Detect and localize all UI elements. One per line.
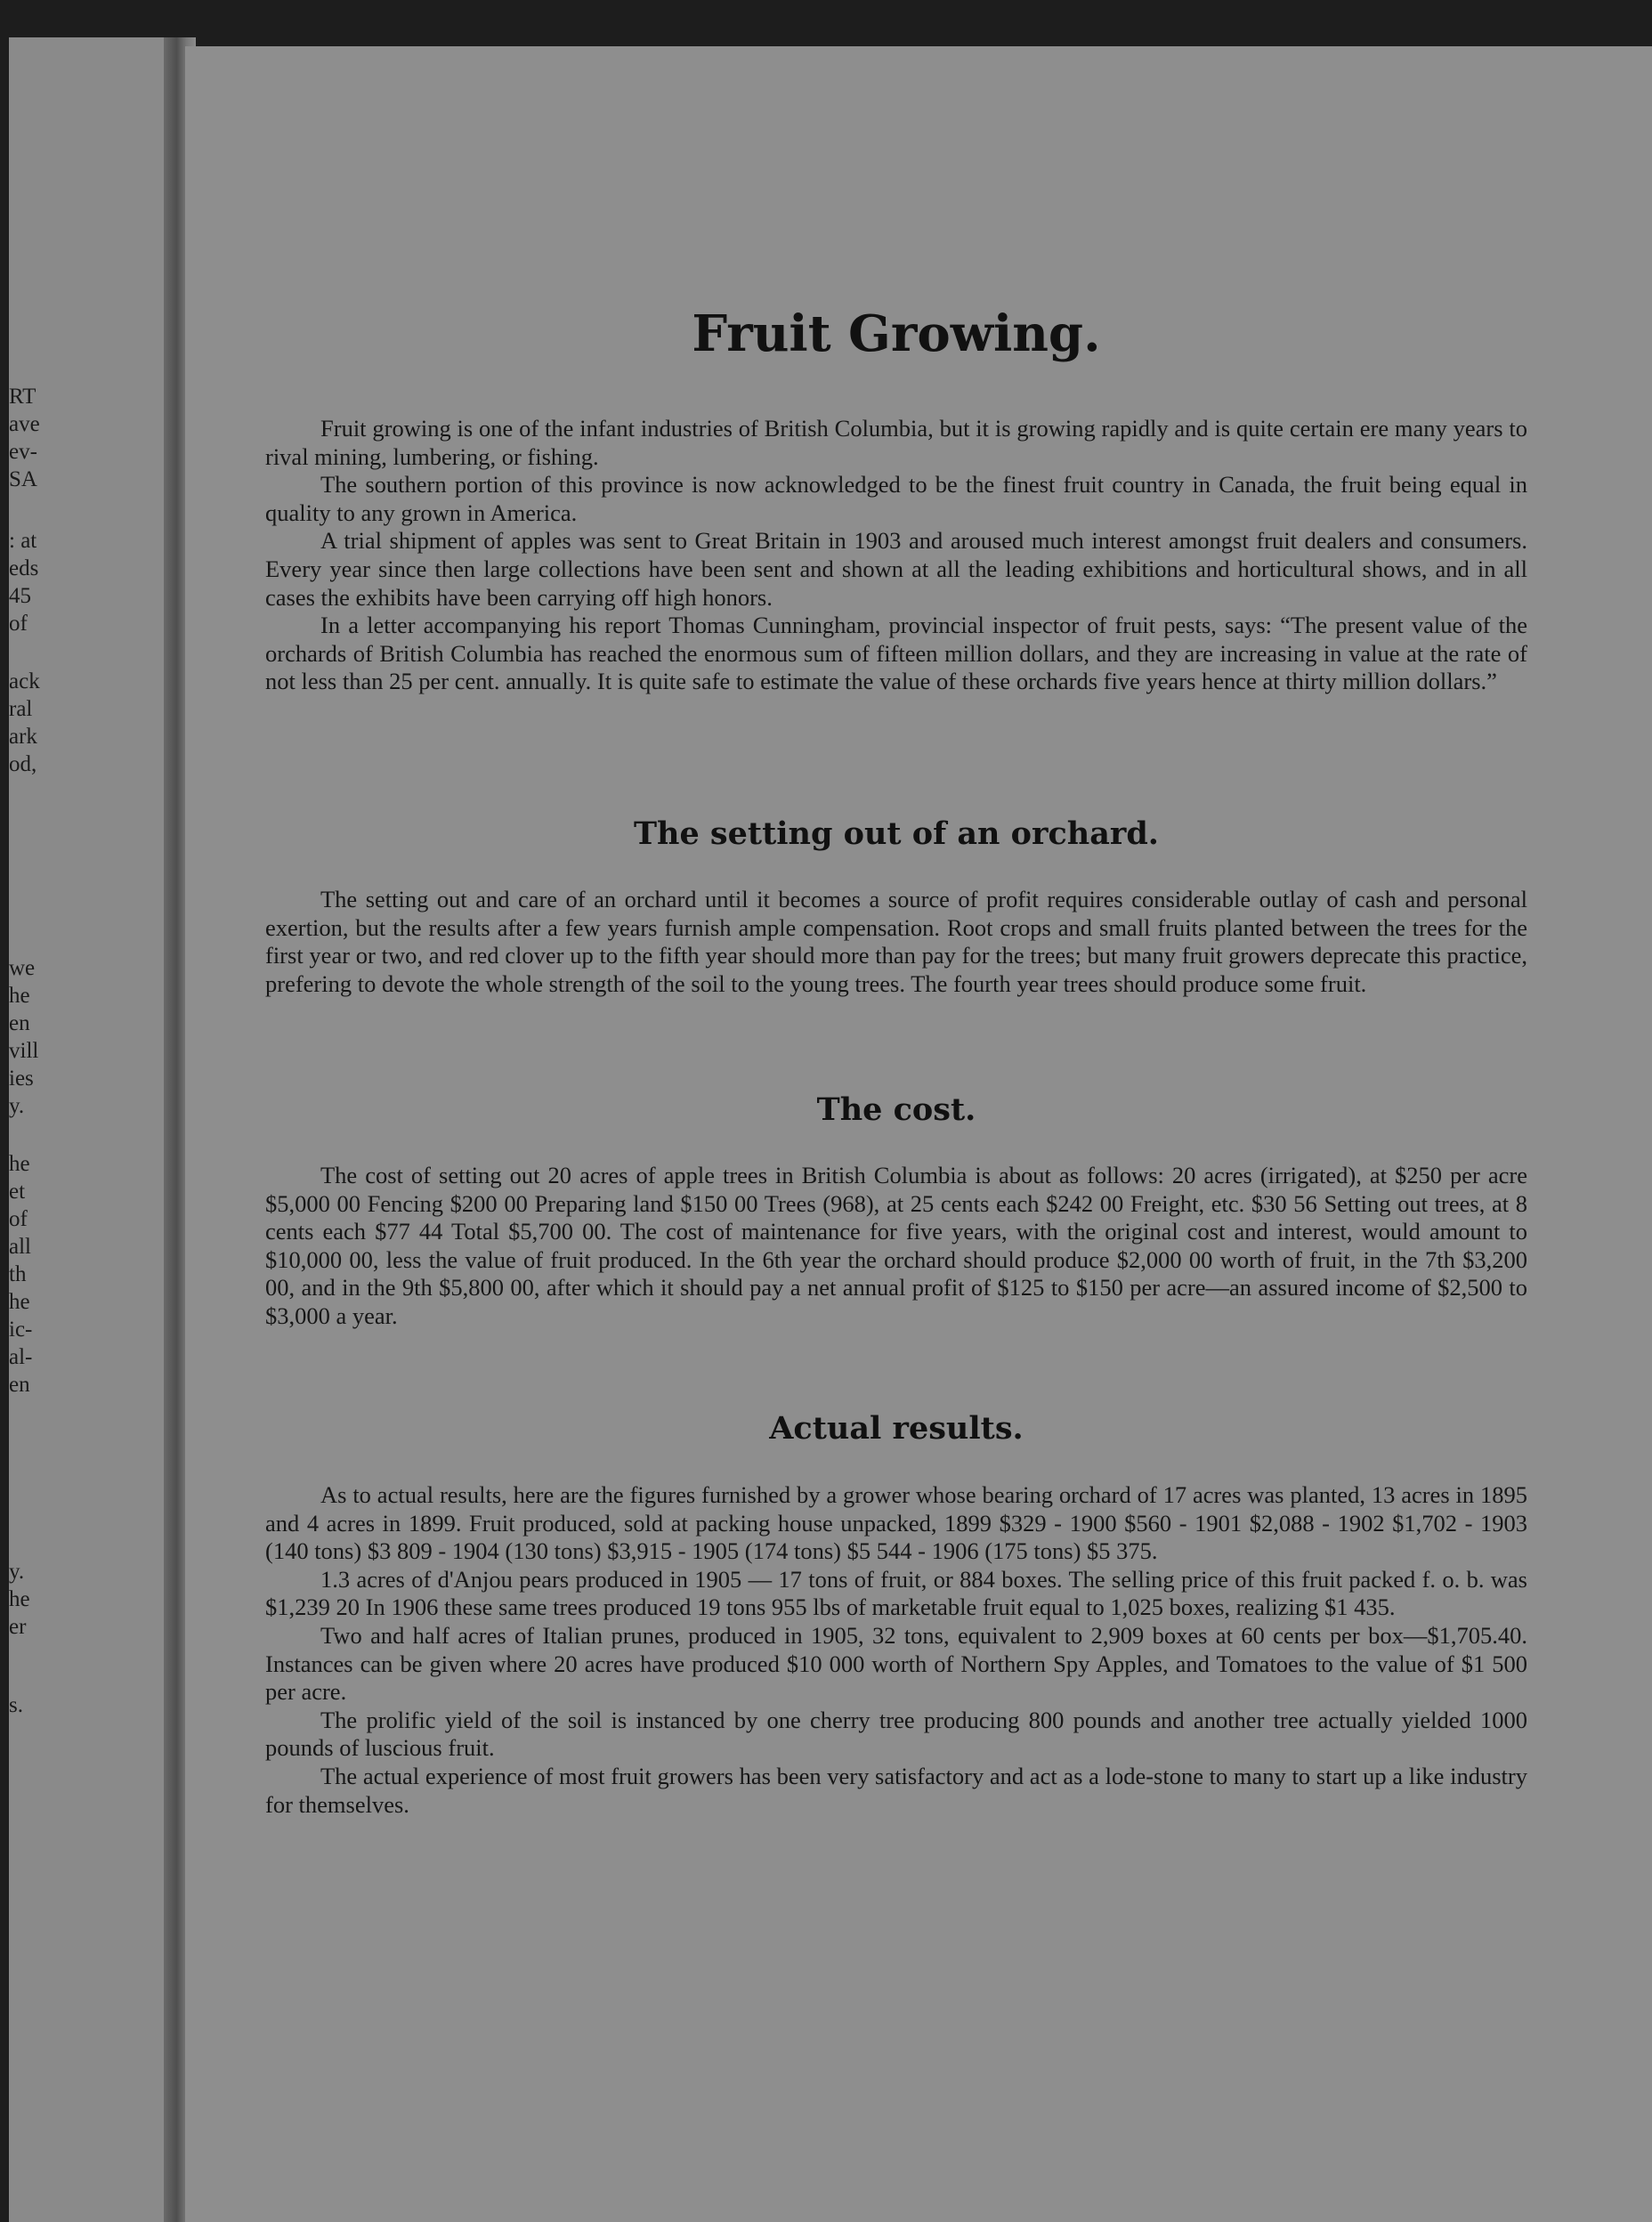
left-page-fragment: s. (9, 1693, 23, 1717)
paragraph: Fruit growing is one of the infant industries of British Columbia, but it is growing rapidly and is quite certain ere many years to rival mining, lumbering, or fishing. (265, 415, 1527, 470)
paragraph: The actual experience of most fruit growers has been very satisfactory and act as a lode-stone to many to start up a like industry for themselves. (265, 1762, 1527, 1818)
paragraph: 1.3 acres of d'Anjou pears produced in 1905 — 17 tons of fruit, or 884 boxes. The selling price of this fruit packed f. o. b. was $1,239 20 In 1906 these same trees produced 19 tons 955 lbs of marketable fruit equal to 1,025 boxes, realizing $1 435. (265, 1565, 1527, 1621)
paragraph: A trial shipment of apples was sent to Great Britain in 1903 and aroused much interest amongst fruit dealers and consumers. Every year since then large collections have been sent and shown at all the leading exhibitions and horticultural shows, and in all cases the exhibits have been carrying off high honors. (265, 527, 1527, 611)
section-heading-orchard: The setting out of an orchard. (633, 815, 1159, 852)
left-page-fragment: we he en vill ies y. (9, 956, 39, 1118)
paragraph: The prolific yield of the soil is instanced by one cherry tree producing 800 pounds and another tree actually yielded 1000 pounds of luscious fruit. (265, 1706, 1527, 1762)
left-page-fragment: he et of all th he ic- al- en (9, 1152, 33, 1397)
left-page-fragment: ack ral ark od, (9, 669, 40, 776)
intro-section (265, 415, 1527, 696)
cost-section (265, 1162, 1527, 1331)
paragraph: As to actual results, here are the figures furnished by a grower whose bearing orchard of 17 acres was planted, 13 acres in 1895 and 4 acres in 1899. Fruit produced, sold at packing house unpacked, 1899 $329 - 1900 $560 - 1901 $2,088 - 1902 $1,702 - 1903 (140 tons) $3 809 - 1904 (130 tons) $3,915 - 1905 (174 tons) $5 544 - 1906 (175 tons) $5 375. (265, 1481, 1527, 1565)
left-page-fragment: y. he er (9, 1560, 30, 1639)
left-page-fragment: : at eds 45 of (9, 529, 39, 636)
page-title: Fruit Growing. (692, 304, 1101, 363)
section-heading-cost: The cost. (816, 1091, 976, 1128)
paragraph: In a letter accompanying his report Thomas Cunningham, provincial inspector of fruit pests, says: “The present value of the orchards of British Columbia has reached the enormous sum of fifteen million dollars, and they are increasing in value at the rate of not less than 25 per cent. annually. It is quite safe to estimate the value of these orchards five years hence at thirty million dollars.” (265, 612, 1527, 695)
left-page-fragment: RT ave ev- SA (9, 385, 40, 491)
paragraph: The cost of setting out 20 acres of apple trees in British Columbia is about as follows: 20 acres (irrigated), at $250 per acre $5,000 00 Fencing $200 00 Preparing land $150 00 Trees (968), at 25 cents each $242 00 Freight, etc. $30 56 Setting out trees, at 8 cents each $77 44 Total $5,700 00. The cost of maintenance for five years, with the original cost and interest, would amount to $10,000 00, less the value of fruit produced. In the 6th year the orchard should produce $2,000 00 worth of fruit, in the 7th $3,200 00, and in the 9th $5,800 00, after which it should pay a net annual profit of $125 to $150 per acre—an assured income of $2,500 to $3,000 a year. (265, 1162, 1527, 1329)
orchard-section (265, 886, 1527, 998)
results-section (265, 1481, 1527, 1819)
paragraph: The southern portion of this province is now acknowledged to be the finest fruit country in Canada, the fruit being equal in quality to any grown in America. (265, 471, 1527, 526)
paragraph: The setting out and care of an orchard until it becomes a source of profit requires considerable outlay of cash and personal exertion, but the results after a few years furnish ample compensation. Root crops and small fruits planted between the trees for the first year or two, and red clover up to the fifth year should more than pay for the trees; but many fruit growers deprecate this practice, prefering to devote the whole strength of the soil to the young trees. The fourth year trees should produce some fruit. (265, 886, 1527, 997)
main-page (185, 46, 1652, 2222)
paragraph: Two and half acres of Italian prunes, produced in 1905, 32 tons, equivalent to 2,909 boxes at 60 cents per box—$1,705.40. Instances can be given where 20 acres have produced $10 000 worth of Northern Spy Apples, and Tomatoes to the value of $1 500 per acre. (265, 1621, 1527, 1706)
left-page (9, 37, 174, 2222)
section-heading-results: Actual results. (769, 1410, 1024, 1447)
